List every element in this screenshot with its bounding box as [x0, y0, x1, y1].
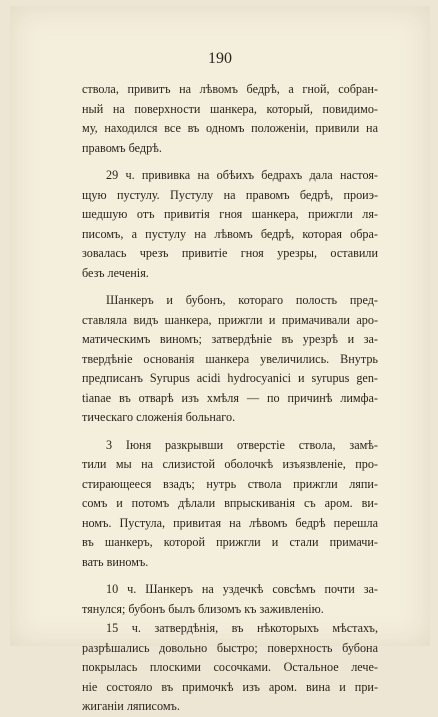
text-line: tianae въ отварѣ изъ хмѣля — по причинѣ лимфа- [82, 390, 378, 405]
text-line: писомъ, а пустулу на лѣвомъ бедрѣ, которая обра- [82, 226, 378, 241]
page-body-text [82, 80, 378, 717]
text-line: му, находился все въ одномъ положеніи, привили на [82, 121, 378, 135]
text-line: вать виномъ. [82, 554, 149, 569]
text-line: покрылась плоскими сосочками. Остальное лече- [82, 660, 378, 674]
text-line: Шанкеръ и бубонъ, котораго полость пред- [106, 293, 378, 307]
paragraph-5 [82, 580, 378, 619]
text-line: ставляла видъ шанкера, прижгли и примачивали аро- [82, 312, 378, 327]
text-line: 29 ч. прививка на обѣихъ бедрахъ дала настоя- [106, 168, 378, 182]
paragraph-3 [82, 291, 378, 428]
text-line: ный на поверхности шанкера, который, повидимо- [82, 101, 378, 116]
text-line: правомъ бедрѣ. [82, 140, 162, 155]
text-line: 15 ч. затвердѣнія, въ нѣкоторыхъ мѣстахъ, [106, 621, 378, 635]
paragraph-4 [82, 436, 378, 573]
text-line: тили мы на слизистой оболочкѣ изъязвленіе, про- [82, 457, 378, 471]
text-line: ніе состояло въ примочкѣ изъ аром. вина и при- [82, 679, 378, 694]
book-page [10, 6, 430, 713]
text-line: щую пустулу. Пустулу на правомъ бедрѣ, проиэ- [82, 187, 378, 202]
text-line: жиганіи ляписомъ. [82, 699, 180, 713]
paragraph-2 [82, 166, 378, 283]
text-line: номъ. Пустула, привитая на лѣвомъ бедрѣ перешла [82, 515, 378, 530]
text-line: 10 ч. Шанкеръ на уздечкѣ совсѣмъ почти за- [106, 582, 378, 596]
text-line: стирающееся взадъ; нутрь ствола прижгли ляпи- [82, 476, 378, 491]
text-line: разрѣшались довольно быстро; поверхность бубона [82, 640, 378, 655]
page-number: 190 [208, 50, 232, 67]
text-line: шедшую отъ привитія гноя шанкера, прижгли ля- [82, 207, 378, 221]
paragraph-1 [82, 80, 378, 158]
text-line: зовалась чрезъ привитіе гноя урезры, оставили [82, 246, 378, 260]
text-line: предписанъ Syrupus acidi hydrocyanici и syrupus gen- [82, 371, 378, 385]
text-line: 3 Іюня разкрывши отверстіе ствола, замѣ- [106, 437, 378, 452]
text-line: сомъ и потомъ дѣлали впрыскиванія съ аром. ви- [82, 496, 378, 510]
text-line: безъ леченія. [82, 265, 149, 280]
text-line: тянулся; бубонъ былъ близомъ къ заживленію. [82, 601, 324, 616]
text-line: тическаго сложенія больнаго. [82, 410, 236, 424]
text-line: въ шанкеръ, которой прижгли и стали примачи- [82, 535, 378, 549]
text-line: матическимъ виномъ; затвердѣніе въ урезрѣ и за- [82, 332, 378, 346]
text-line: твердѣніе основанія шанкера увеличились. Внутрь [82, 351, 378, 366]
text-line: ствола, привитъ на лѣвомъ бедрѣ, а гной, собран- [82, 82, 378, 96]
paragraph-6 [82, 619, 378, 717]
